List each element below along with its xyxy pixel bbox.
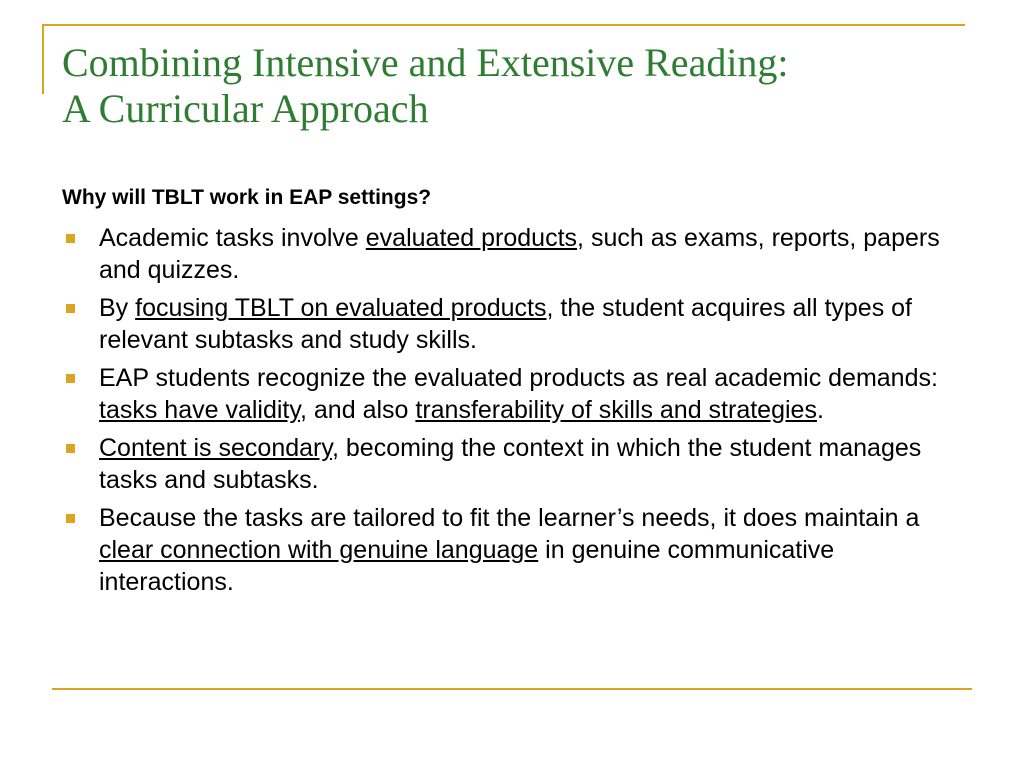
left-divider xyxy=(42,24,44,94)
slide-title-line-2: A Curricular Approach xyxy=(62,86,429,131)
bullet-item-4 xyxy=(66,432,966,496)
bullet-text: in genuine communicative interactions. xyxy=(99,536,835,596)
underlined-phrase: tasks have validity xyxy=(99,396,301,424)
top-divider xyxy=(42,24,965,26)
section-subheading: Why will TBLT work in EAP settings? xyxy=(62,186,432,209)
underlined-phrase: focusing TBLT on evaluated products xyxy=(135,294,547,322)
bullet-item-5 xyxy=(66,502,966,598)
bullet-item-1 xyxy=(66,222,966,286)
bullet-text: , such as exams, reports, papers and quizzes. xyxy=(99,224,940,284)
bullet-item-2 xyxy=(66,292,966,356)
bullet-text: Because the tasks are tailored to fit the learner’s needs, it does maintain a xyxy=(99,504,920,532)
underlined-phrase: evaluated products xyxy=(365,224,578,252)
bottom-divider xyxy=(52,688,972,690)
slide-title-line-1: Combining Intensive and Extensive Reading: xyxy=(62,40,789,85)
bullet-list xyxy=(66,222,966,604)
underlined-phrase: transferability of skills and strategies xyxy=(415,396,817,424)
square-bullet-icon xyxy=(66,234,75,243)
bullet-text: . xyxy=(816,396,824,424)
square-bullet-icon xyxy=(66,304,75,313)
underlined-phrase: Content is secondary xyxy=(99,434,332,462)
bullet-text: , and also xyxy=(300,396,416,424)
bullet-item-3 xyxy=(66,362,966,426)
bullet-text: By xyxy=(99,294,136,322)
square-bullet-icon xyxy=(66,444,75,453)
slide-title xyxy=(62,40,789,132)
underlined-phrase: clear connection with genuine language xyxy=(99,536,539,564)
square-bullet-icon xyxy=(66,374,75,383)
bullet-text: EAP students recognize the evaluated products as real academic demands: xyxy=(99,364,938,392)
bullet-text: Academic tasks involve xyxy=(99,224,366,252)
bullet-text: , the student acquires all types of relevant subtasks and study skills. xyxy=(99,294,913,354)
square-bullet-icon xyxy=(66,514,75,523)
bullet-text: , becoming the context in which the student manages tasks and subtasks. xyxy=(99,434,922,494)
